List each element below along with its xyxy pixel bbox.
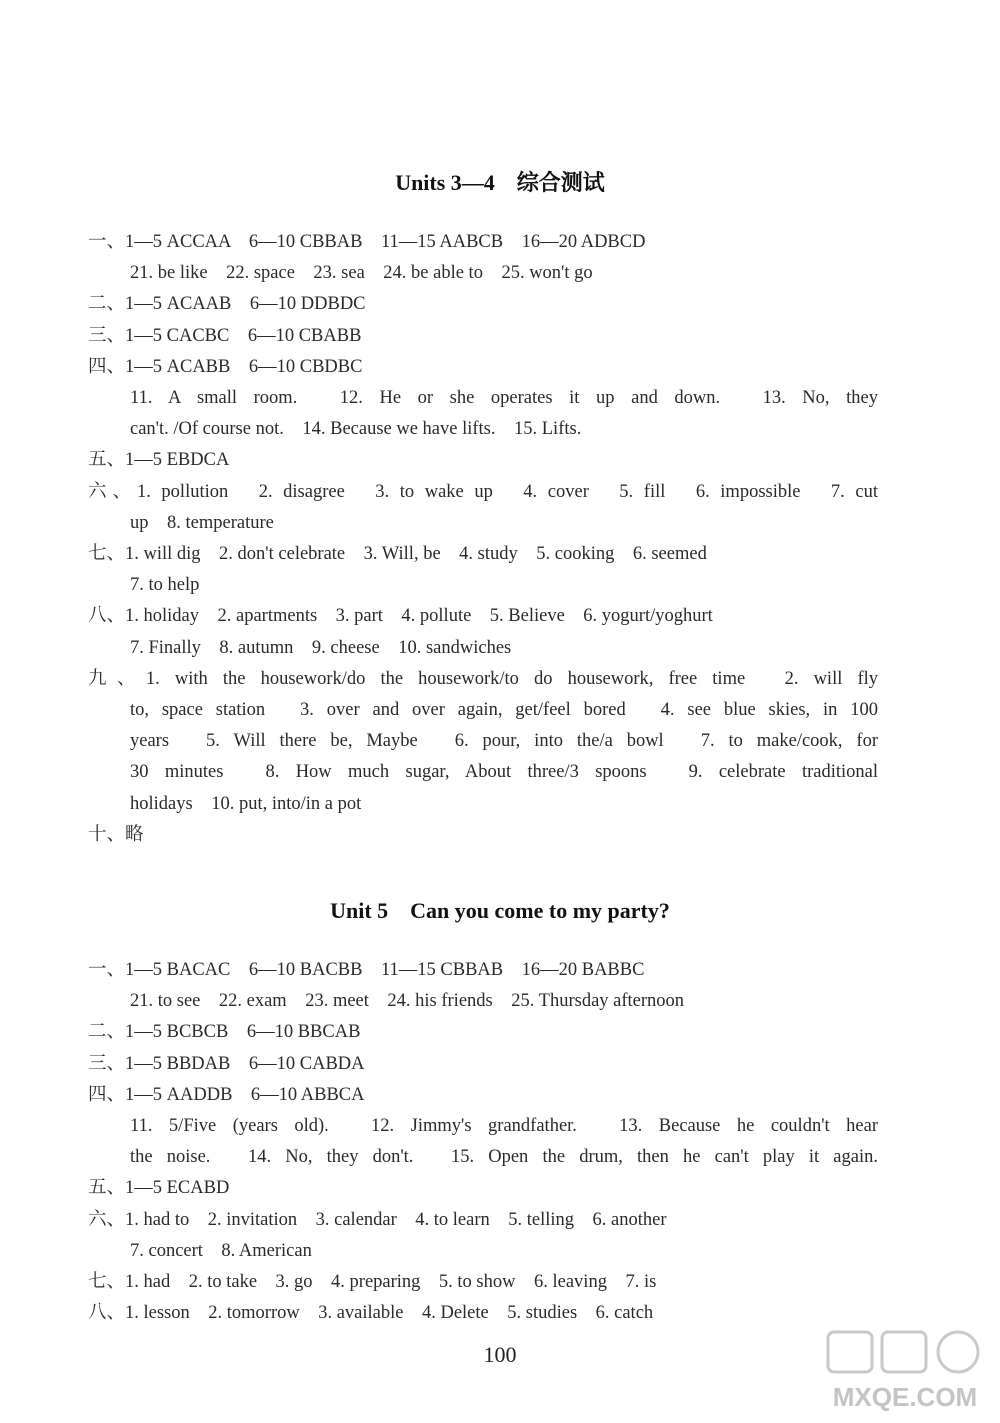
answer-line: 三、1—5 CACBC 6—10 CBABB <box>88 325 362 346</box>
section-title-unit-5: Unit 5 Can you come to my party? <box>330 898 670 923</box>
answer-line: 七、1. will dig 2. don't celebrate 3. Will, be 4. study 5. cooking 6. seemed <box>88 544 707 564</box>
answer-line: 五、1—5 ECABD <box>88 1178 230 1199</box>
answer-line: 五、1—5 EBDCA <box>88 450 230 471</box>
answer-line: 7. Finally 8. autumn 9. cheese 10. sandwiches <box>130 637 512 658</box>
answer-line: 八、1. holiday 2. apartments 3. part 4. pollute 5. Believe 6. yogurt/yoghurt <box>88 606 713 627</box>
answer-line: 六、1. pollution 2. disagree 3. to wake up 4. cover 5. fill 6. impossible 7. cut <box>88 481 878 502</box>
answer-line: 二、1—5 BCBCB 6—10 BBCAB <box>88 1022 361 1043</box>
answer-line: can't. /Of course not. 14. Because we have lifts. 15. Lifts. <box>130 419 582 440</box>
answer-line: 一、1—5 ACCAA 6—10 CBBAB 11—15 AABCB 16—20 ADBCD <box>88 232 646 252</box>
answer-line: 四、1—5 AADDB 6—10 ABBCA <box>88 1084 365 1105</box>
answer-line: the noise. 14. No, they don't. 15. Open the drum, then he can't play it again. <box>130 1147 878 1168</box>
answer-line: 三、1—5 BBDAB 6—10 CABDA <box>88 1053 365 1074</box>
answer-line: 11. A small room. 12. He or she operates it up and down. 13. No, they <box>130 388 878 408</box>
answer-line: 四、1—5 ACABB 6—10 CBDBC <box>88 356 363 377</box>
watermark-text: MXQE.COM <box>832 1382 978 1412</box>
answer-line: to, space station 3. over and over again, get/feel bored 4. see blue skies, in 100 <box>130 700 878 720</box>
answer-line: holidays 10. put, into/in a pot <box>130 793 362 814</box>
answer-line: 七、1. had 2. to take 3. go 4. preparing 5. to show 6. leaving 7. is <box>88 1272 657 1292</box>
answer-line: 六、1. had to 2. invitation 3. calendar 4. to learn 5. telling 6. another <box>88 1209 667 1230</box>
answer-line: 21. be like 22. space 23. sea 24. be able to 25. won't go <box>130 263 593 284</box>
answer-line: up 8. temperature <box>130 512 274 533</box>
answer-line: 九、1. with the housework/do the housework/to do housework, free time 2. will fly <box>88 668 878 689</box>
answer-watermark-logo-icon <box>820 1328 990 1416</box>
section-title-units-3-4: Units 3—4 综合测试 <box>395 170 605 195</box>
page-number: 100 <box>483 1342 517 1367</box>
answer-line: years 5. Will there be, Maybe 6. pour, into the/a bowl 7. to make/cook, for <box>130 731 878 752</box>
answer-line: 一、1—5 BACAC 6—10 BACBB 11—15 CBBAB 16—20 BABBC <box>88 960 645 980</box>
answer-line: 八、1. lesson 2. tomorrow 3. available 4. Delete 5. studies 6. catch <box>88 1303 654 1324</box>
answer-line: 十、略 <box>88 824 144 845</box>
answer-line: 21. to see 22. exam 23. meet 24. his friends 25. Thursday afternoon <box>130 991 685 1012</box>
answer-line: 二、1—5 ACAAB 6—10 DDBDC <box>88 294 366 315</box>
answer-line: 30 minutes 8. How much sugar, About three/3 spoons 9. celebrate traditional <box>130 762 878 783</box>
answer-line: 7. to help <box>130 575 200 596</box>
answer-line: 7. concert 8. American <box>130 1240 312 1261</box>
answer-line: 11. 5/Five (years old). 12. Jimmy's grandfather. 13. Because he couldn't hear <box>130 1116 878 1136</box>
